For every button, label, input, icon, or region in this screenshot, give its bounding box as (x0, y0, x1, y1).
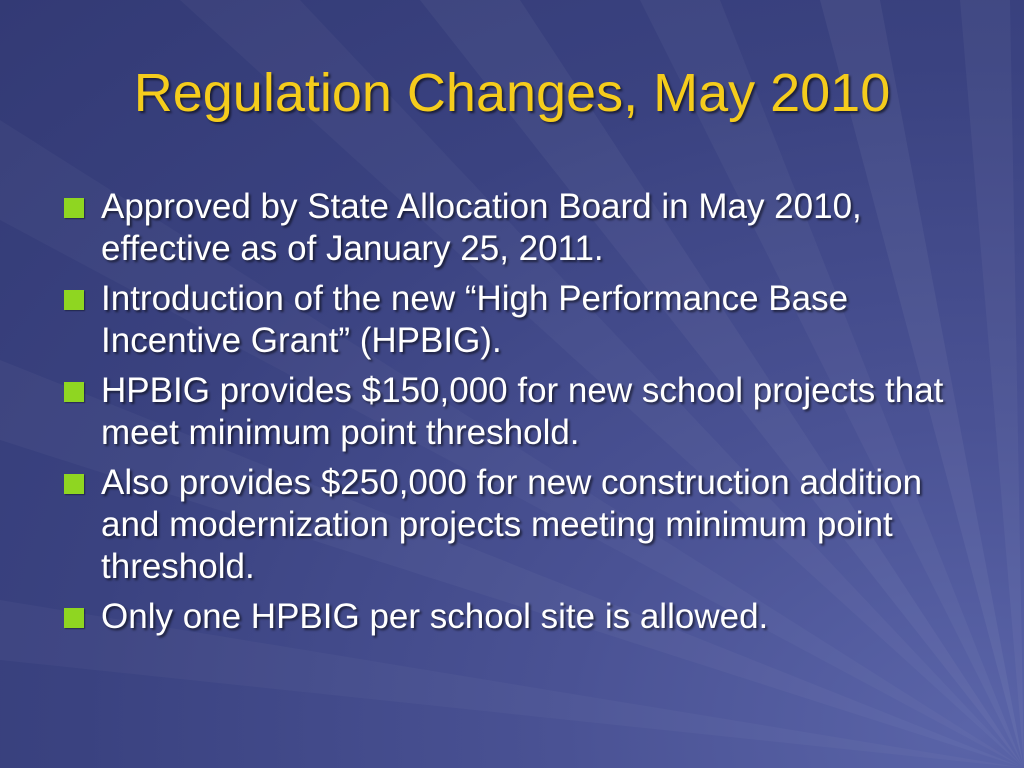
bullet-text: Introduction of the new “High Performance Base Incentive Grant” (HPBIG). (101, 279, 849, 360)
bullet-item (64, 596, 964, 638)
bullet-text: Approved by State Allocation Board in May 2010, effective as of January 25, 2011. (101, 187, 862, 268)
bullet-text: Also provides $250,000 for new construction addition and modernization projects meeting minimum point threshold. (101, 463, 923, 586)
bullet-item (64, 370, 964, 454)
square-bullet-icon (64, 382, 84, 402)
square-bullet-icon (64, 474, 84, 494)
bullet-text: HPBIG provides $150,000 for new school projects that meet minimum point threshold. (101, 371, 944, 452)
square-bullet-icon (64, 290, 84, 310)
bullet-item (64, 462, 964, 588)
square-bullet-icon (64, 198, 84, 218)
bullet-item (64, 186, 964, 270)
bullet-list (64, 186, 964, 646)
square-bullet-icon (64, 608, 84, 628)
bullet-item (64, 278, 964, 362)
bullet-text: Only one HPBIG per school site is allowed. (101, 597, 769, 636)
slide-title: Regulation Changes, May 2010 (133, 63, 891, 123)
